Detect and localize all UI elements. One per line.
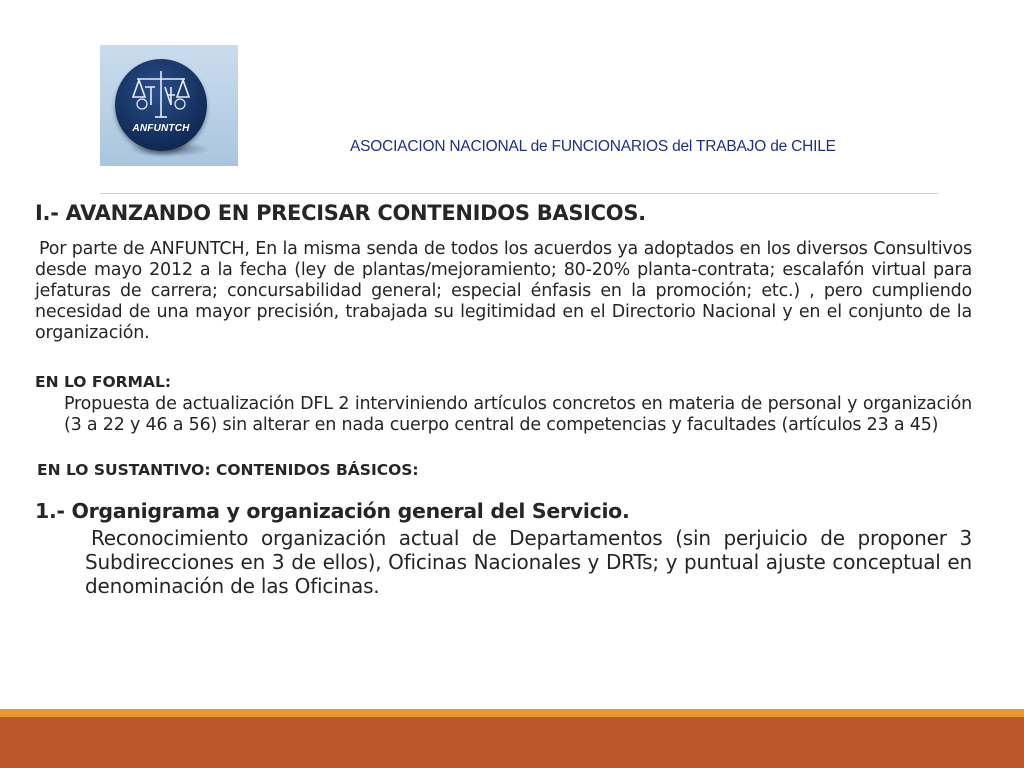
formal-heading: EN LO FORMAL: [35,373,172,391]
header-divider [100,193,938,194]
logo-emblem [115,59,207,151]
formal-paragraph: Propuesta de actualización DFL 2 interviniendo artículos concretos en materia de personal y organización (3 a 22 y 46 a 56) sin alterar en nada cuerpo central de competencias y facultades (artículos 23 a 45) [64,394,972,435]
section-title: I.- AVANZANDO EN PRECISAR CONTENIDOS BASICOS. [35,201,646,225]
item-1-paragraph [85,526,972,598]
logo [100,45,238,166]
organization-name: ASOCIACION NACIONAL de FUNCIONARIOS del TRABAJO de CHILE [350,138,836,155]
logo-text: ANFUNTCH [132,123,190,134]
footer-band-thin [0,709,1024,717]
scales-icon [115,59,207,151]
footer-band-thick [0,717,1024,768]
intro-paragraph [35,239,972,344]
slide-content [35,198,972,598]
substantive-heading: EN LO SUSTANTIVO: CONTENIDOS BÁSICOS: [37,461,419,479]
item-1-text: Reconocimiento organización actual de Departamentos (sin perjuicio de proponer 3 Subdirecciones en 3 de ellos), Oficinas Nacionales y DRTs; y puntual ajuste conceptual en denominación de las Oficinas. [85,526,972,598]
intro-text: Por parte de ANFUNTCH, En la misma senda de todos los acuerdos ya adoptados en los diversos Consultivos desde mayo 2012 a la fecha (ley de plantas/mejoramiento; 80-20% planta-contrata; escalafón virtual para jefaturas de carrera; concursabilidad general; especial énfasis en la promoción; etc.) , pero cumpliendo necesidad de una mayor precisión, trabajada su legitimidad en el Directorio Nacional y en el conjunto de la organización. [35,239,972,343]
item-1-title: 1.- Organigrama y organización general del Servicio. [35,499,630,523]
